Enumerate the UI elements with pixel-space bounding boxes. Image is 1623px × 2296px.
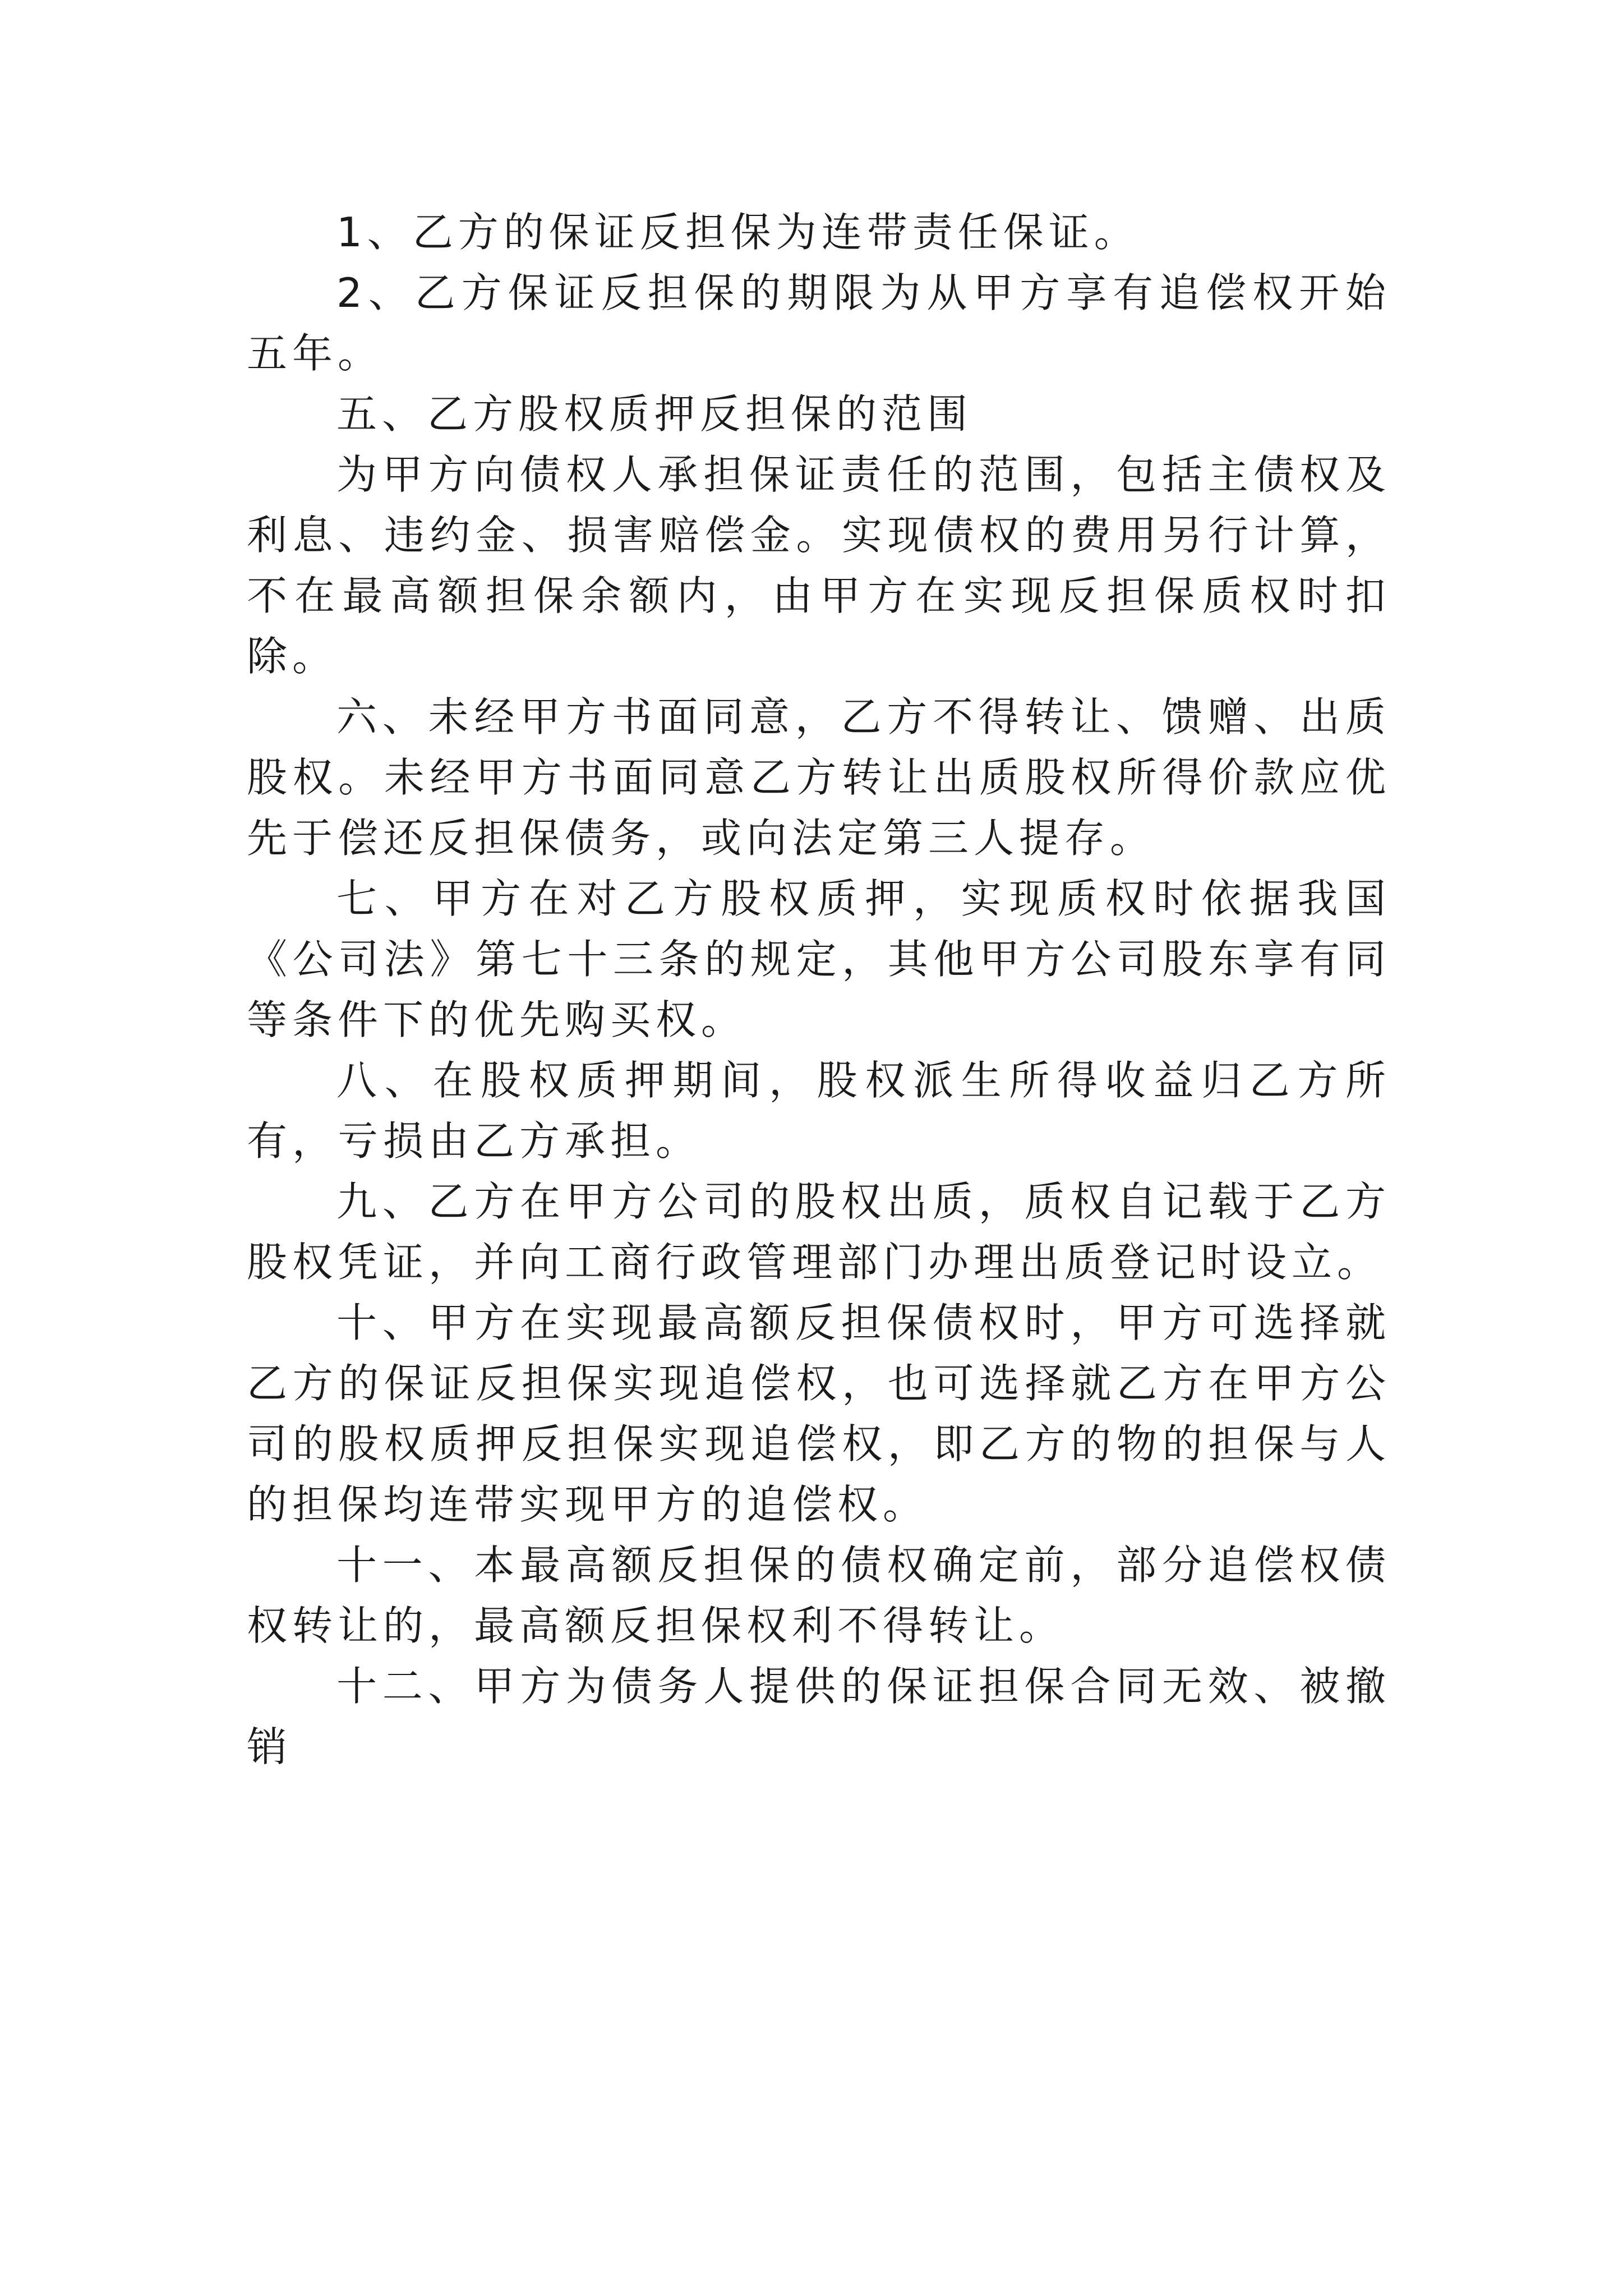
- paragraph-scope: 为甲方向债权人承担保证责任的范围，包括主债权及利息、违约金、损害赔偿金。实现债权的费用另行计算，不在最高额担保余额内，由甲方在实现反担保质权时扣除。: [247, 451, 1391, 680]
- clause-6: 六、未经甲方书面同意，乙方不得转让、馈赠、出质股权。未经甲方书面同意乙方转让出质股权所得价款应优先于偿还反担保债务，或向法定第三人提存。: [247, 693, 1391, 862]
- clause-11: 十一、本最高额反担保的债权确定前，部分追偿权债权转让的，最高额反担保权利不得转让。: [247, 1542, 1391, 1649]
- document-page: [247, 202, 1391, 1777]
- paragraph-1: 1、乙方的保证反担保为连带责任保证。: [336, 209, 1140, 256]
- clause-10: 十、甲方在实现最高额反担保债权时，甲方可选择就乙方的保证反担保实现追偿权，也可选择就乙方在甲方公司的股权质押反担保实现追偿权，即乙方的物的担保与人的担保均连带实现甲方的追偿权。: [247, 1299, 1391, 1528]
- paragraph-2: 2、乙方保证反担保的期限为从甲方享有追偿权开始五年。: [247, 269, 1391, 377]
- clause-7: 七、甲方在对乙方股权质押，实现质权时依据我国《公司法》第七十三条的规定，其他甲方公司股东享有同等条件下的优先购买权。: [247, 875, 1391, 1043]
- clause-8: 八、在股权质押期间，股权派生所得收益归乙方所有，亏损由乙方承担。: [247, 1057, 1391, 1165]
- section-heading-5: 五、乙方股权质押反担保的范围: [336, 390, 973, 438]
- clause-9: 九、乙方在甲方公司的股权出质，质权自记载于乙方股权凭证，并向工商行政管理部门办理出质登记时设立。: [247, 1178, 1391, 1286]
- clause-12: 十二、甲方为债务人提供的保证担保合同无效、被撤销: [247, 1663, 1391, 1770]
